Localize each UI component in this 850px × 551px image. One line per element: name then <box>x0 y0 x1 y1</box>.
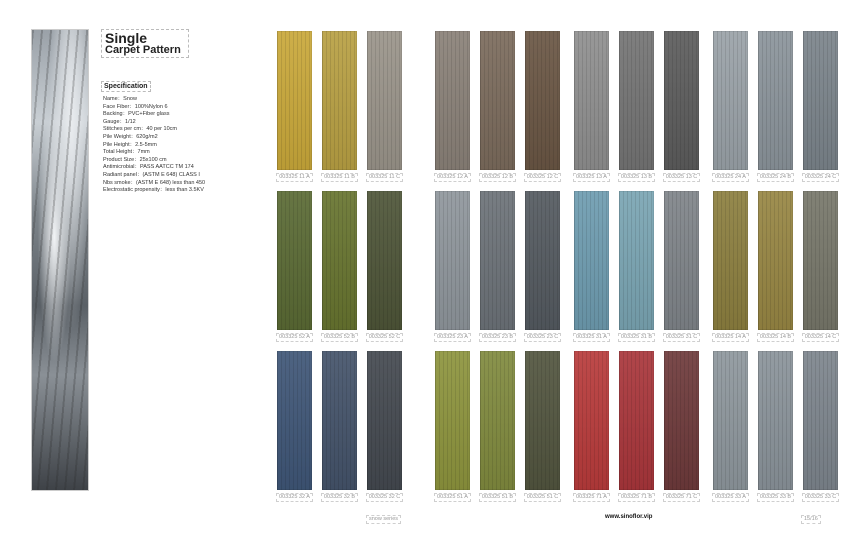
carpet-tile-swatch[interactable] <box>758 191 793 330</box>
tile-code-label: 003325 14 B <box>757 333 794 342</box>
tile-code-label: 003325 11 A <box>276 173 313 182</box>
carpet-tile-swatch[interactable] <box>574 31 609 170</box>
website-link[interactable]: www.sinoflor.vip <box>605 514 653 520</box>
tile-code-label: 003325 52 B <box>321 333 358 342</box>
carpet-tile-swatch[interactable] <box>525 351 560 490</box>
tile-code-label: 003325 32 B <box>321 493 358 502</box>
carpet-tile-swatch[interactable] <box>367 31 402 170</box>
tile-code-label: 003325 13 A <box>573 173 610 182</box>
carpet-tile-swatch[interactable] <box>574 191 609 330</box>
tile-code-label: 003325 31 A <box>573 333 610 342</box>
title-line-1: Single <box>105 30 148 46</box>
carpet-tile-swatch[interactable] <box>619 351 654 490</box>
carpet-tile-swatch[interactable] <box>525 31 560 170</box>
tile-code-label: 003325 32 A <box>276 493 313 502</box>
carpet-tile-swatch[interactable] <box>322 31 357 170</box>
carpet-tile-swatch[interactable] <box>435 351 470 490</box>
carpet-tile-swatch[interactable] <box>480 31 515 170</box>
carpet-tile-swatch[interactable] <box>367 351 402 490</box>
carpet-tile-swatch[interactable] <box>574 351 609 490</box>
tile-code-label: 003325 23 C <box>524 333 561 342</box>
carpet-tile-swatch[interactable] <box>277 191 312 330</box>
tile-code-label: 003325 33 A <box>712 493 749 502</box>
carpet-tile-swatch[interactable] <box>664 31 699 170</box>
spec-item: Product Size：25x100 cm <box>103 156 167 163</box>
spec-item: Backing：PVC+Fiber glass <box>103 111 170 118</box>
spec-item: Electrostatic propensity：less than 3.5KV <box>103 187 204 194</box>
title-line-2: Carpet Pattern <box>105 44 181 56</box>
carpet-tile-swatch[interactable] <box>277 351 312 490</box>
carpet-tile-swatch[interactable] <box>713 191 748 330</box>
carpet-tile-swatch[interactable] <box>619 191 654 330</box>
tile-code-label: 003325 51 C <box>524 493 561 502</box>
tile-code-label: 003325 51 A <box>434 493 471 502</box>
spec-item: Name：Snow <box>103 96 137 102</box>
spec-item: Antimicrobial：PASS AATCC TM 174 <box>103 164 194 171</box>
carpet-tile-swatch[interactable] <box>480 351 515 490</box>
tile-code-label: 003325 23 A <box>434 333 471 342</box>
tile-code-label: 003325 14 A <box>712 333 749 342</box>
carpet-tile-swatch[interactable] <box>758 351 793 490</box>
tile-code-label: 003325 23 B <box>479 333 516 342</box>
tile-code-label: 003325 71 A <box>573 493 610 502</box>
spec-item: Face Fiber：100%Nylon 6 <box>103 103 168 110</box>
tile-code-label: 003325 32 C <box>366 493 403 502</box>
carpet-tile-swatch[interactable] <box>277 31 312 170</box>
carpet-tile-swatch[interactable] <box>803 191 838 330</box>
page-title <box>101 29 189 58</box>
carpet-tile-swatch[interactable] <box>525 191 560 330</box>
carpet-tile-swatch[interactable] <box>664 351 699 490</box>
carpet-tile-swatch[interactable] <box>480 191 515 330</box>
specification-heading: Specification <box>101 81 151 92</box>
tile-code-label: 003325 71 C <box>663 493 700 502</box>
carpet-tile-swatch[interactable] <box>435 31 470 170</box>
tile-code-label: 003325 52 A <box>276 333 313 342</box>
tile-code-label: 003325 12 C <box>524 173 561 182</box>
spec-item: Gauge：1/12 <box>103 118 136 125</box>
tile-code-label: 003325 24 A <box>712 173 749 182</box>
carpet-tile-swatch[interactable] <box>367 191 402 330</box>
tile-code-label: 003325 52 C <box>366 333 403 342</box>
carpet-tile-swatch[interactable] <box>664 191 699 330</box>
tile-code-label: 003325 14 C <box>802 333 839 342</box>
tile-code-label: 003325 11 B <box>321 173 358 182</box>
carpet-tile-swatch[interactable] <box>803 31 838 170</box>
tile-code-label: 003325 13 B <box>618 173 655 182</box>
specification-list <box>103 96 205 195</box>
carpet-tile-swatch[interactable] <box>803 351 838 490</box>
carpet-tile-swatch[interactable] <box>619 31 654 170</box>
tile-code-label: 003325 12 B <box>479 173 516 182</box>
tile-code-label: 003325 33 B <box>757 493 794 502</box>
spec-item: Pile Weight：620g/m2 <box>103 133 158 140</box>
tile-code-label: 003325 24 B <box>757 173 794 182</box>
tile-code-label: 003325 71 B <box>618 493 655 502</box>
carpet-tile-swatch[interactable] <box>713 351 748 490</box>
snow-forest-photo <box>32 30 88 490</box>
tile-code-label: 003325 31 C <box>663 333 700 342</box>
carpet-tile-swatch[interactable] <box>713 31 748 170</box>
tile-code-label: 003325 11 C <box>366 173 403 182</box>
carpet-tile-swatch[interactable] <box>435 191 470 330</box>
tile-code-label: 003325 51 B <box>479 493 516 502</box>
carpet-tile-swatch[interactable] <box>322 191 357 330</box>
tile-code-label: 003325 13 C <box>663 173 700 182</box>
series-label: snow series <box>366 515 401 524</box>
spec-item: Stitches per cm：40 per 10cm <box>103 126 177 133</box>
tile-code-label: 003325 24 C <box>802 173 839 182</box>
spec-item: Total Height：7mm <box>103 149 150 156</box>
spec-item: Radiant panel：(ASTM E 648) CLASS I <box>103 171 200 178</box>
tile-code-label: 003325 33 C <box>802 493 839 502</box>
spec-item: Nbs smoke：(ASTM E 648) less than 450 <box>103 179 206 186</box>
carpet-tile-swatch[interactable] <box>758 31 793 170</box>
tile-code-label: 003325 12 A <box>434 173 471 182</box>
tile-code-label: 003325 31 B <box>618 333 655 342</box>
carpet-tile-swatch[interactable] <box>322 351 357 490</box>
spec-item: Pile Height：2.5-5mm <box>103 141 157 148</box>
page-number: 15/16 <box>801 515 821 524</box>
